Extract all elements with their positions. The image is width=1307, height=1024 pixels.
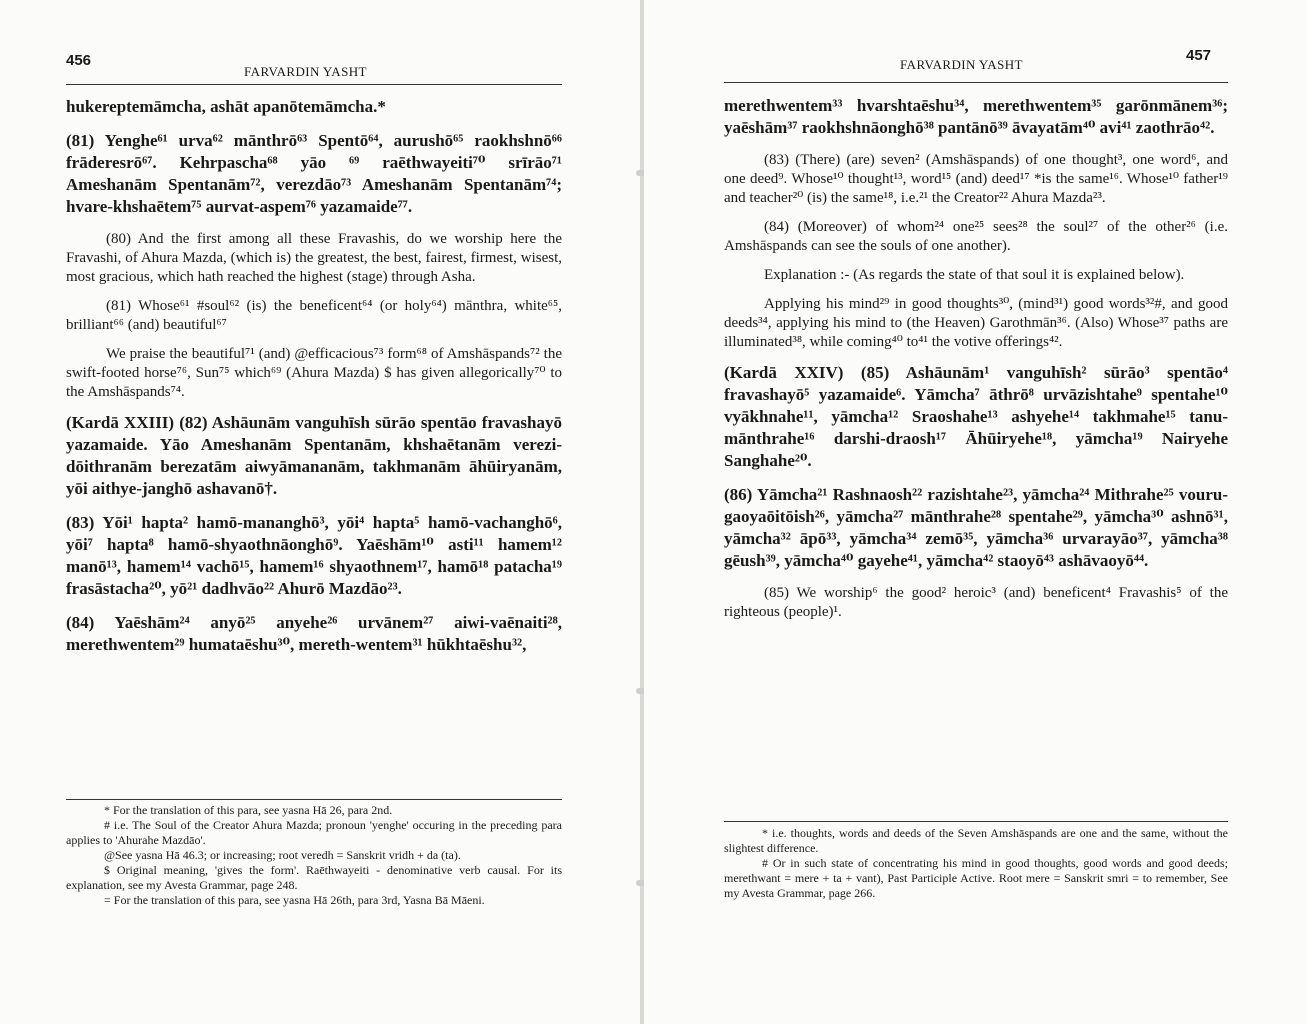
- translation-paragraph: (85) We worship⁶ the good² heroic³ (and) beneficent⁴ Fravashis⁵ of the righteous (people)¹.: [724, 585, 1228, 620]
- header-rule: [724, 82, 1228, 83]
- running-head: FARVARDIN YASHT: [244, 64, 367, 79]
- avesta-paragraph: (83) Yōi¹ hapta² hamō-mananghō³, yōi⁴ hapta⁵ hamō-vachanghō⁶, yōi⁷ hapta⁸ hamō-shyaothnāonghō⁹. Yaēshām¹⁰ asti¹¹ hamem¹² manō¹³, hamem¹⁴ vachō¹⁵, hamem¹⁶ shyaothnem¹⁷, hamō¹⁸ patacha¹⁹ frasāstacha²⁰, yō²¹ dadhvāo²² Ahurō Mazdāo²³.: [66, 513, 562, 598]
- footnote-rule: [66, 799, 562, 800]
- avesta-paragraph: (81) Yenghe⁶¹ urva⁶² mānthrō⁶³ Spentō⁶⁴, aurushō⁶⁵ raokhshnō⁶⁶ frāderesrō⁶⁷. Kehrpascha⁶⁸ yāo ⁶⁹ raēthwayeiti⁷⁰ srīrāo⁷¹ Ameshanām Spentanām⁷², verezdāo⁷³ Ameshanām Spentanām⁷⁴; hvare-khshaētem⁷⁵ aurvat-aspem⁷⁶ yazamaide⁷⁷.: [66, 131, 562, 216]
- footnote: $ Original meaning, 'gives the form'. Raēthwayeiti - denominative verb causal. For its explanation, see my Avesta Grammar, page 248.: [66, 863, 562, 892]
- translation-paragraph: We praise the beautiful⁷¹ (and) @efficacious⁷³ form⁶⁸ of Amshāspands⁷² the swift-footed horse⁷⁶, Sun⁷⁵ which⁶⁹ (Ahura Mazda) $ has given allegorically⁷⁰ to the Amshāspands⁷⁴.: [66, 346, 562, 400]
- avesta-paragraph: merethwentem³³ hvarshtaēshu³⁴, merethwentem³⁵ garōnmānem³⁶; yaēshām³⁷ raokhshnāonghō³⁸ pantānō³⁹ āvayatām⁴⁰ avi⁴¹ zaothrāo⁴².: [724, 96, 1228, 137]
- footnote-rule: [724, 821, 1228, 822]
- translation-paragraph: (83) (There) (are) seven² (Amshāspands) of one thought³, one word⁶, and one deed⁹. Whose¹⁰ thought¹³, word¹⁵ (and) deed¹⁷ *is the same¹⁶. Whose¹⁰ father¹⁹ and teacher²⁰ (is) the same¹⁸, i.e.²¹ the Creator²² Ahura Mazda²³.: [724, 152, 1228, 206]
- footnote: = For the translation of this para, see yasna Hā 26th, para 3rd, Yasna Bā Māeni.: [104, 893, 485, 907]
- avesta-paragraph: hukereptemāmcha, ashāt apanōtemāmcha.*: [66, 97, 386, 116]
- header-rule: [66, 84, 562, 85]
- page-body: [66, 96, 562, 668]
- footnotes: [66, 803, 562, 908]
- left-page: [0, 0, 640, 1024]
- avesta-paragraph: (84) Yaēshām²⁴ anyō²⁵ anyehe²⁶ urvānem²⁷ aiwi-vaēnaiti²⁸, merethwentem²⁹ humataēshu³⁰, mereth-wentem³¹ hūkhtaēshu³²,: [66, 613, 562, 654]
- avesta-paragraph: (Kardā XXIII) (82) Ashāunām vanguhīsh sūrāo spentāo fravashayō yazamaide. Yāo Ameshanām Spentanām, khshaētanām verezi-dōithranām berezatām aiwyāmananām, takhmanām āhūiryanām, yōi aithye-janghō ashavanō†.: [66, 413, 562, 498]
- footnote: # i.e. The Soul of the Creator Ahura Mazda; pronoun 'yenghe' occuring in the preceding para applies to 'Ahurahe Mazdāo'.: [66, 818, 562, 847]
- footnotes: [724, 826, 1228, 901]
- footnote: # Or in such state of concentrating his mind in good thoughts, good words and good deeds; merethwant = mere + ta + vant), Past Participle Active. Root mere = Sanskrit smri = to remember, See my Avesta Grammar, page 266.: [724, 856, 1228, 900]
- footnote: @See yasna Hā 46.3; or increasing; root veredh = Sanskrit vridh + da (ta).: [104, 848, 461, 862]
- right-page: [644, 0, 1307, 1024]
- footnote: * For the translation of this para, see yasna Hā 26, para 2nd.: [104, 803, 393, 817]
- translation-paragraph: Explanation :- (As regards the state of that soul it is explained below).: [764, 267, 1185, 283]
- translation-paragraph: Applying his mind²⁹ in good thoughts³⁰, (mind³¹) good words³²#, and good deeds³⁴, applying his mind to (the Heaven) Garothmān³⁶. (Also) Whose³⁷ paths are illuminated³⁸, while coming⁴⁰ to⁴¹ the votive offerings⁴².: [724, 296, 1228, 350]
- translation-paragraph: (81) Whose⁶¹ #soul⁶² (is) the beneficent⁶⁴ (or holy⁶⁴) mānthra, white⁶⁵, brilliant⁶⁶ (and) beautiful⁶⁷: [66, 298, 562, 333]
- avesta-paragraph: (86) Yāmcha²¹ Rashnaosh²² razishtahe²³, yāmcha²⁴ Mithrahe²⁵ vouru-gaoyaōitōish²⁶, yāmcha²⁷ mānthrahe²⁸ spentahe²⁹, yāmcha³⁰ ashnō³¹, yāmcha³² āpō³³, yāmcha³⁴ zemō³⁵, yāmcha³⁶ urvarayāo³⁷, yāmcha³⁸ gēush³⁹, yāmcha⁴⁰ gayehe⁴¹, yāmcha⁴² staoyō⁴³ ashāvaoyō⁴⁴.: [724, 485, 1228, 570]
- page-number: 457: [1186, 47, 1212, 64]
- translation-paragraph: (84) (Moreover) of whom²⁴ one²⁵ sees²⁸ the soul²⁷ of the other²⁶ (i.e. Amshāspands can see the souls of one another).: [724, 219, 1228, 254]
- footnote: * i.e. thoughts, words and deeds of the Seven Amshāspands are one and the same, without the slightest difference.: [724, 826, 1228, 855]
- avesta-paragraph: (Kardā XXIV) (85) Ashāunām¹ vanguhīsh² sūrāo³ spentāo⁴ fravashayō⁵ yazamaide⁶. Yāmcha⁷ āthrō⁸ urvāzishtahe⁹ spentahe¹⁰ vyākhnahe¹¹, yāmcha¹² Sraoshahe¹³ ashyehe¹⁴ takhmahe¹⁵ tanu-mānthrahe¹⁶ darshi-draosh¹⁷ Āhūiryehe¹⁸, yāmcha¹⁹ Nairyehe Sanghahe²⁰.: [724, 363, 1228, 470]
- running-head: FARVARDIN YASHT: [900, 57, 1023, 72]
- page-number: 456: [66, 52, 92, 69]
- translation-paragraph: (80) And the first among all these Fravashis, do we worship here the Fravashi, of Ahura Mazda, (which is) the greatest, the best, fairest, firmest, wisest, most gracious, which hath reached the highest (stage) through Asha.: [66, 231, 562, 285]
- page-body: [724, 95, 1228, 632]
